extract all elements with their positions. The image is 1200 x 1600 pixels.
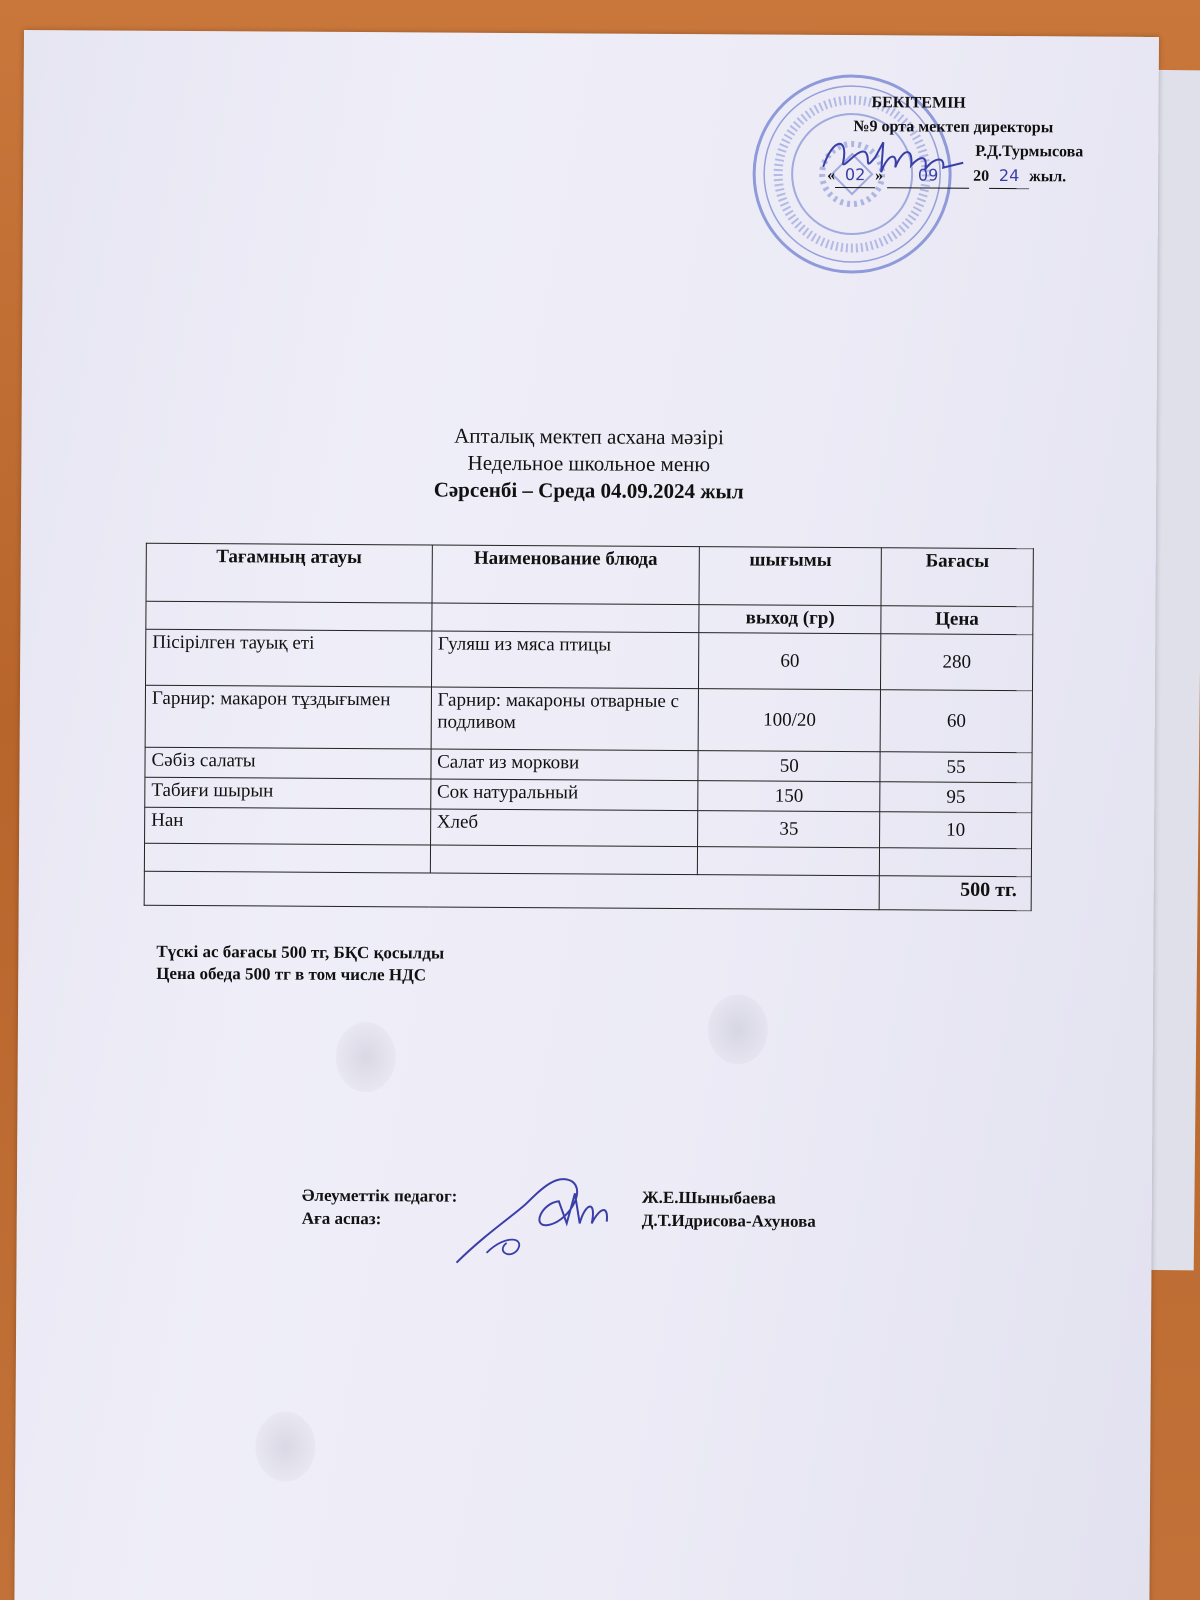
title-day: Сәрсенбі – Среда 04.09.2024 жыл [433,477,744,504]
title-ru: Недельное школьное меню [467,450,711,477]
approval-year-word: жыл. [1029,168,1067,186]
empty-cell [880,848,1032,877]
approval-heading: БЕКІТЕМІН [871,94,966,112]
dish-name-ru: Сок натуральный [430,779,698,811]
header-price-ru: Цена [881,606,1033,635]
approval-date-line: « 02 » 09 20 24 жыл. [823,163,1113,190]
price-note-ru: Цена обеда 500 тг в том числе НДС [156,963,427,985]
document-titles [21,420,1156,508]
dish-price: 60 [880,690,1032,753]
dish-name-ru: Салат из моркови [431,749,699,781]
paper-crease [255,1411,315,1481]
dish-name-kz: Нан [145,807,431,845]
table-row [145,807,1032,848]
menu-document [14,30,1159,1600]
header-name-ru: Наименование блюда [432,545,700,605]
approval-position: №9 орта мектеп директоры [853,118,1054,137]
dish-price: 280 [881,634,1033,691]
empty-cell [144,843,430,873]
empty-cell [431,603,699,633]
empty-cell [144,871,879,909]
total-price: 500 тг. [879,876,1031,911]
header-name-kz: Тағамның атауы [146,543,432,603]
approval-month: 09 [887,163,969,189]
dish-output: 150 [698,781,880,812]
signature-role: Аға аспаз: [301,1208,382,1229]
paper-crease [708,994,768,1064]
dish-name-kz: Гарнир: макарон тұздығымен [145,685,431,749]
table-total-row [144,871,1031,910]
dish-name-ru: Гуляш из мяса птицы [431,631,699,689]
approval-year-prefix: 20 [973,167,990,185]
dish-price: 55 [880,752,1032,783]
signatures-block [302,1184,922,1234]
dish-name-kz: Сәбіз салаты [145,747,431,779]
dish-name-ru: Хлеб [430,809,698,847]
dish-output: 100/20 [698,689,880,752]
dish-name-kz: Табиғи шырын [145,777,431,809]
empty-cell [698,847,880,876]
dish-name-kz: Пісірілген тауық еті [145,629,431,687]
signature-role: Әлеуметтік педагог: [301,1185,458,1206]
signature-row [302,1207,922,1234]
paper-crease [336,1022,396,1092]
dish-price: 10 [880,812,1032,849]
signature-person: Д.Т.Идрисова-Ахунова [641,1210,816,1231]
table-header-row [146,543,1033,606]
dish-output: 35 [698,811,880,848]
price-note [156,941,444,987]
signature-person: Ж.Е.Шыныбаева [641,1187,776,1208]
header-output-ru: выход (гр) [699,605,881,634]
approval-day: 02 [835,163,875,188]
price-note-kz: Түскі ас бағасы 500 тг, БҚС қосылды [156,941,445,963]
dish-name-ru: Гарнир: макароны отварные с подливом [431,687,699,751]
empty-cell [430,845,698,875]
title-kz: Апталық мектеп асхана мәзірі [454,423,724,450]
dish-output: 60 [699,633,881,690]
header-output-kz: шығымы [699,547,881,606]
header-price-kz: Бағасы [881,548,1033,607]
table-row [145,629,1032,690]
approval-year-suffix: 24 [989,164,1029,189]
dish-price: 95 [880,782,1032,813]
table-row [145,685,1032,752]
director-signature [813,127,973,188]
empty-cell [146,601,432,631]
approval-name: Р.Д.Турмысова [975,142,1084,161]
menu-table [144,543,1034,911]
dish-output: 50 [698,751,880,782]
